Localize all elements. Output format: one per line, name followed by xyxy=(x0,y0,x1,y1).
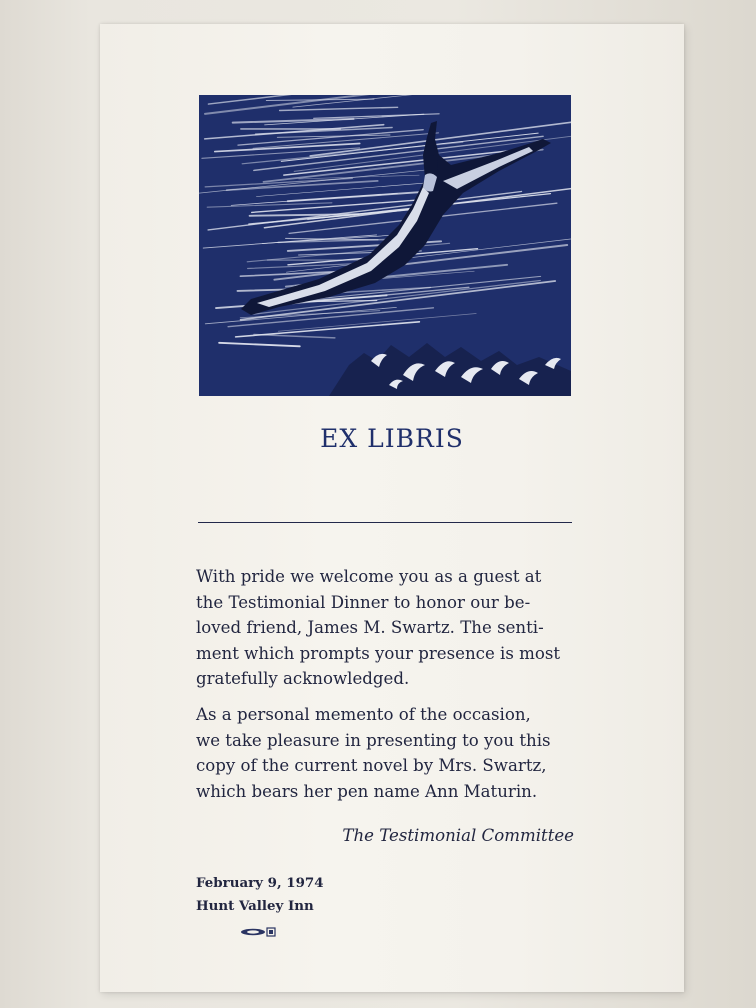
paragraph-line: we take pleasure in presenting to you this xyxy=(196,730,551,750)
committee-signature: The Testimonial Committee xyxy=(342,826,574,845)
bookplate-card xyxy=(100,24,684,992)
paragraph-line: the Testimonial Dinner to honor our be- xyxy=(196,592,531,612)
welcome-paragraph xyxy=(196,564,580,692)
event-place: Hunt Valley Inn xyxy=(196,898,314,914)
paragraph-line: which bears her pen name Ann Maturin. xyxy=(196,781,538,801)
paragraph-line: loved friend, James M. Swartz. The senti- xyxy=(196,618,544,637)
paragraph-line: copy of the current novel by Mrs. Swartz, xyxy=(196,756,547,775)
memento-paragraph xyxy=(196,702,580,804)
paragraph-line: With pride we welcome you as a guest at xyxy=(196,567,542,586)
union-label-icon xyxy=(239,923,279,935)
paragraph-line: As a personal memento of the occasion, xyxy=(196,705,531,724)
signature-line xyxy=(198,522,572,523)
flying-figure-engraving xyxy=(199,95,571,396)
paragraph-line: gratefully acknowledged. xyxy=(196,669,410,688)
paragraph-line: ment which prompts your presence is most xyxy=(196,643,561,663)
event-date: February 9, 1974 xyxy=(196,875,324,891)
ex-libris-title: EX LIBRIS xyxy=(320,424,464,453)
